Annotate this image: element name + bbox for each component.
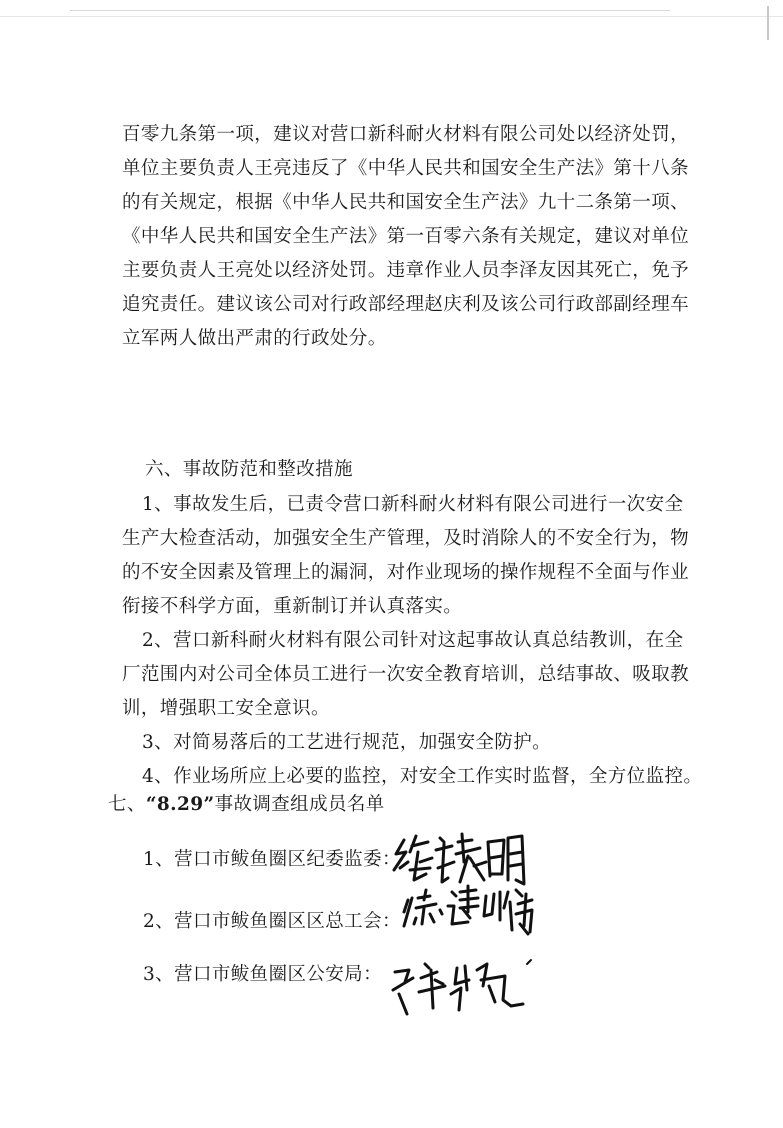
signature-3 (385, 950, 535, 1025)
scan-line (70, 10, 670, 11)
scan-edge (0, 0, 783, 22)
section7-title-suffix: 事故调查组成员名单 (214, 794, 385, 815)
member-label-3: 3、营口市鲅鱼圈区公安局： (143, 964, 382, 985)
text-line: 追究责任。建议该公司对行政部经理赵庆利及该公司行政部副经理车 (122, 294, 690, 315)
measure-line: 1、事故发生后，已责令营口新科耐火材料有限公司进行一次安全 (142, 494, 684, 515)
text-line: 立军两人做出严肃的行政处分。 (122, 328, 387, 349)
measures-list (122, 488, 703, 794)
section7-title-prefix: 七、 (108, 794, 146, 815)
measure-line: 2、营口新科耐火材料有限公司针对这起事故认真总结教训，在全 (142, 630, 684, 651)
text-line: 单位主要负责人王亮违反了《中华人民共和国安全生产法》第十八条 (122, 158, 690, 179)
measure-line: 4、作业场所应上必要的监控，对安全工作实时监督，全方位监控。 (142, 766, 703, 787)
section6-title: 六、事故防范和整改措施 (145, 459, 353, 480)
text-line: 主要负责人王亮处以经济处罚。违章作业人员李泽友因其死亡，免予 (122, 260, 690, 281)
measure-line: 的不安全因素及管理上的漏洞，对作业现场的操作规程不全面与作业 (122, 562, 690, 583)
scan-line (0, 16, 783, 17)
section5-paragraph (122, 118, 690, 356)
measure-line: 3、对简易落后的工艺进行规范，加强安全防护。 (142, 732, 552, 753)
text-line: 《中华人民共和国安全生产法》第一百零六条有关规定，建议对单位 (122, 226, 690, 247)
scan-mark (767, 6, 769, 40)
measure-line: 衔接不科学方面，重新制订并认真落实。 (122, 596, 463, 617)
measure-line: 训，增强职工安全意识。 (122, 698, 330, 719)
text-line: 百零九条第一项，建议对营口新科耐火材料有限公司处以经济处罚， (122, 124, 690, 145)
member-label-2: 2、营口市鲅鱼圈区区总工会： (143, 911, 401, 932)
section7-title-quote: “8.29” (145, 794, 215, 815)
section7-title (108, 790, 385, 816)
measure-line: 生产大检查活动，加强安全生产管理，及时消除人的不安全行为，物 (122, 528, 690, 549)
member-label-1: 1、营口市鲅鱼圈区纪委监委： (143, 849, 401, 870)
signature-2 (400, 878, 550, 953)
measure-line: 厂范围内对公司全体员工进行一次安全教育培训，总结事故、吸取教 (122, 664, 690, 685)
text-line: 的有关规定，根据《中华人民共和国安全生产法》九十二条第一项、 (122, 192, 690, 213)
